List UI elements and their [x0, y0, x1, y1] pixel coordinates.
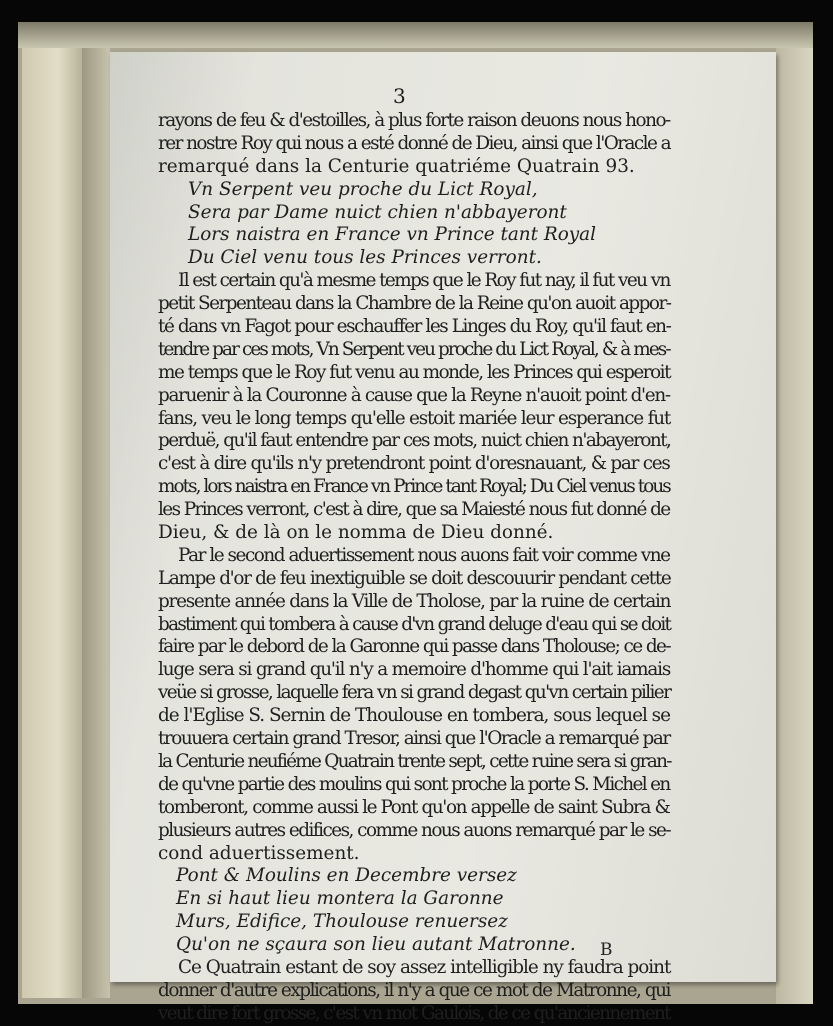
text-line: veut dire fort grosse, c'est vn mot Gaulois, de ce qu'anciennement — [158, 1002, 670, 1024]
verse-line: Murs, Edifice, Thoulouse renuersez — [176, 911, 508, 933]
page-number: 3 — [393, 84, 406, 108]
text-line: tendre par ces mots, Vn Serpent veu proche du Lict Royal, & à mes- — [158, 338, 670, 360]
text-line: tomberont, comme aussi le Pont qu'on appelle de saint Subra & — [158, 796, 670, 818]
text-line: c'est à dire qu'ils n'y pretendront point d'oresnauant, & par ces — [158, 453, 670, 475]
text-line: mots, lors naistra en France vn Prince tant Royal; Du Ciel venus tous — [158, 476, 670, 498]
scanned-book-spread — [18, 22, 813, 1024]
text-line: me temps que le Roy fut venu au monde, les Princes qui esperoit — [158, 361, 670, 383]
text-line: faire par le debord de la Garonne qui passe dans Tholouse; ce de- — [158, 636, 671, 658]
text-line: les Princes verront, c'est à dire, que sa Maiesté nous fut donné de — [158, 499, 670, 521]
text-line: petit Serpenteau dans la Chambre de la Reine qu'on auoit appor- — [158, 293, 671, 315]
verse-line: Vn Serpent veu proche du Lict Royal, — [188, 178, 538, 200]
verse-line: Pont & Moulins en Decembre versez — [176, 865, 517, 887]
text-line: té dans vn Fagot pour eschauffer les Linges du Roy, qu'il faut en- — [158, 316, 671, 338]
text-line: Il est certain qu'à mesme temps que le Roy fut nay, il fut veu vn — [178, 270, 670, 292]
verse-line: Du Ciel venu tous les Princes verront. — [188, 247, 542, 269]
text-line: rayons de feu & d'estoilles, à plus forte raison deuons nous hono- — [158, 110, 670, 131]
text-line: paruenir à la Couronne à cause que la Reyne n'auoit point d'en- — [158, 384, 670, 406]
text-line: Par le second aduertissement nous auons fait voir comme vne — [178, 544, 670, 566]
verse-line: Sera par Dame nuict chien n'abbayeront — [188, 201, 567, 223]
text-line: la Centurie neufiéme Quatrain trente sept, cette ruine sera si gran- — [158, 750, 671, 772]
text-line: plusieurs autres edifices, comme nous auons remarqué par le se- — [158, 819, 671, 841]
text-line: perduë, qu'il faut entendre par ces mots, nuict chien n'abayeront, — [158, 430, 671, 452]
text-line: Ce Quatrain estant de soy assez intelligible ny faudra point — [178, 956, 671, 978]
text-line: Dieu, & de là on le nomma de Dieu donné. — [158, 522, 554, 544]
text-line: donner d'autre explications, il n'y a que ce mot de Matronne, qui — [158, 979, 670, 1001]
verse-line: En si haut lieu montera la Garonne — [176, 888, 504, 910]
book-gutter — [82, 48, 110, 998]
verse-line: Lors naistra en France vn Prince tant Royal — [188, 224, 597, 246]
text-line: trouuera certain grand Tresor, ainsi que l'Oracle a remarqué par — [158, 728, 670, 750]
book-cover-top-edge — [18, 22, 813, 48]
text-line: fans, veu le long temps qu'elle estoit mariée leur esperance fut — [158, 407, 671, 429]
text-line: veüe si grosse, laquelle fera vn si grand degast qu'vn certain pilier — [158, 682, 671, 704]
left-page-edge — [22, 48, 83, 998]
right-cover-board — [776, 48, 813, 1004]
text-line: bastiment qui tombera à cause d'vn grand deluge d'eau qui se doit — [158, 613, 671, 635]
document-page — [110, 52, 776, 1024]
text-line: Lampe d'or de feu inextiguible se doit descouurir pendant cette — [158, 567, 671, 589]
text-line: presente année dans la Ville de Tholose, par la ruine de certain — [158, 590, 671, 612]
text-line: rer nostre Roy qui nous a esté donné de Dieu, ainsi que l'Oracle a — [158, 132, 671, 154]
page-body-text — [158, 110, 670, 1026]
text-line: luge sera si grand qu'il n'y a memoire d'homme qui l'ait iamais — [158, 659, 671, 681]
text-line: cond aduertissement. — [158, 842, 360, 864]
signature-mark: B — [600, 940, 613, 960]
text-line: de qu'vne partie des moulins qui sont proche la porte S. Michel en — [158, 773, 670, 795]
verse-line: Qu'on ne sçaura son lieu autant Matronne. — [176, 934, 576, 956]
text-line: remarqué dans la Centurie quatriéme Quatrain 93. — [158, 155, 635, 177]
text-line: de l'Eglise S. Sernin de Thoulouse en tombera, sous lequel se — [158, 705, 670, 727]
